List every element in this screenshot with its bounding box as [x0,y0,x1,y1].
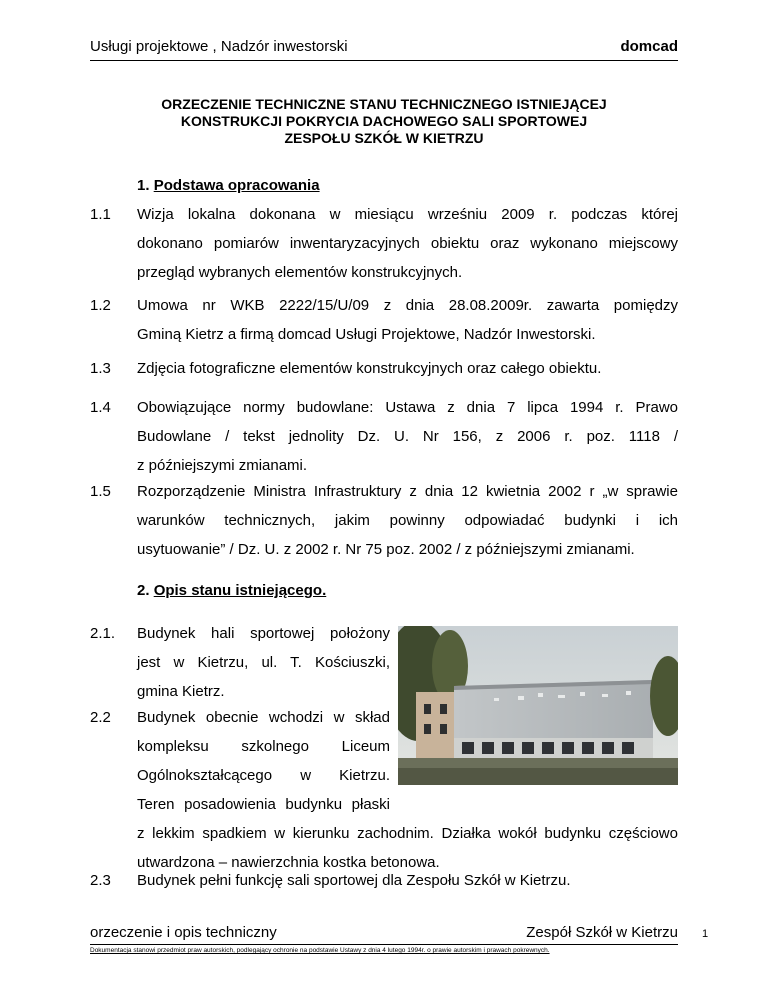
text-line: Wizja lokalna dokonana w miesiącu wrześniu 2009 r. podczas której [137,206,678,223]
page-footer [90,924,678,945]
title-line-1: ORZECZENIE TECHNICZNE STANU TECHNICZNEGO ISTNIEJĄCEJ [161,96,607,112]
text-line: warunków technicznych, jakim powinny odpowiadać budynki i ich [137,512,678,529]
item-number: 1.3 [90,360,111,377]
text-line: Budowlane / tekst jednolity Dz. U. Nr 156, z 2006 r. poz. 1118 / [137,428,678,445]
text-line: Zdjęcia fotograficzne elementów konstrukcyjnych oraz całego obiektu. [137,360,602,377]
section-1-number: 1. [137,177,150,194]
text-line: Budynek obecnie wchodzi w skład [137,709,390,726]
item-1-1-text [137,200,678,287]
section-2-title: Opis stanu istniejącego. [153,582,327,599]
document-title [90,96,678,147]
text-line: Budynek hali sportowej położony [137,625,390,642]
title-line-3: ZESPOŁU SZKÓŁ W KIETRZU [284,130,484,146]
item-number: 2.3 [90,872,111,889]
text-line: kompleksu szkolnego Liceum [137,738,390,755]
item-2-1-text [137,619,390,706]
text-line: gmina Kietrz. [137,683,225,700]
footer-client: Zespół Szkół w Kietrzu [526,924,678,941]
item-number: 2.1. [90,625,116,642]
text-line: Teren posadowienia budynku płaski [137,796,390,813]
page-header [90,38,678,61]
section-2-number: 2. [137,582,150,599]
text-line: Budynek pełni funkcję sali sportowej dla Zespołu Szkół w Kietrzu. [137,872,571,889]
text-line: Ogólnokształcącego w Kietrzu. [137,767,390,784]
text-line: z lekkim spadkiem w kierunku zachodnim. Działka wokół budynku częściowo [137,825,678,842]
item-1-4-text [137,393,678,480]
page-number: 1 [702,928,709,940]
item-1-3-text [137,354,678,383]
item-number: 2.2 [90,709,111,726]
footer-document-type: orzeczenie i opis techniczny [90,924,277,941]
title-line-2: KONSTRUKCJI POKRYCIA DACHOWEGO SALI SPORTOWEJ [180,113,588,129]
text-line: dokonano pomiarów inwentaryzacyjnych obiektu oraz wykonano miejscowy [137,235,678,252]
section-1-title: Podstawa opracowania [153,177,320,194]
section-2-heading [137,582,326,599]
header-brand: domcad [620,38,678,55]
text-line: Obowiązujące normy budowlane: Ustawa z dnia 7 lipca 1994 r. Prawo [137,399,678,416]
copyright-notice: Dokumentacja stanowi przedmiot praw autorskich, podlegający ochronie na podstawie Ustawy z dnia 4 lutego 1994r. o prawie autorskim i prawach pokrewnych. [90,947,550,954]
section-1-heading [137,177,320,194]
item-number: 1.2 [90,297,111,314]
text-line: Umowa nr WKB 2222/15/U/09 z dnia 28.08.2009r. zawarta pomiędzy [137,297,678,314]
text-line: z późniejszymi zmianami. [137,457,308,474]
item-2-3-text [137,866,678,895]
building-photo [398,626,678,785]
text-line: przegląd wybranych elementów konstrukcyjnych. [137,264,463,281]
header-company: Usługi projektowe , Nadzór inwestorski [90,38,348,55]
text-line: usytuowanie” / Dz. U. z 2002 r. Nr 75 poz. 2002 / z późniejszymi zmianami. [137,541,635,558]
item-2-2-text-narrow [137,703,390,819]
text-line: jest w Kietrzu, ul. T. Kościuszki, [137,654,390,671]
item-1-5-text [137,477,678,564]
item-number: 1.1 [90,206,111,223]
item-1-2-text [137,291,678,349]
item-number: 1.4 [90,399,111,416]
item-number: 1.5 [90,483,111,500]
text-line: utwardzona – nawierzchnia kostka betonowa. [137,854,440,871]
text-line: Gminą Kietrz a firmą domcad Usługi Projektowe, Nadzór Inwestorski. [137,326,596,343]
text-line: Rozporządzenie Ministra Infrastruktury z dnia 12 kwietnia 2002 r „w sprawie [137,483,678,500]
